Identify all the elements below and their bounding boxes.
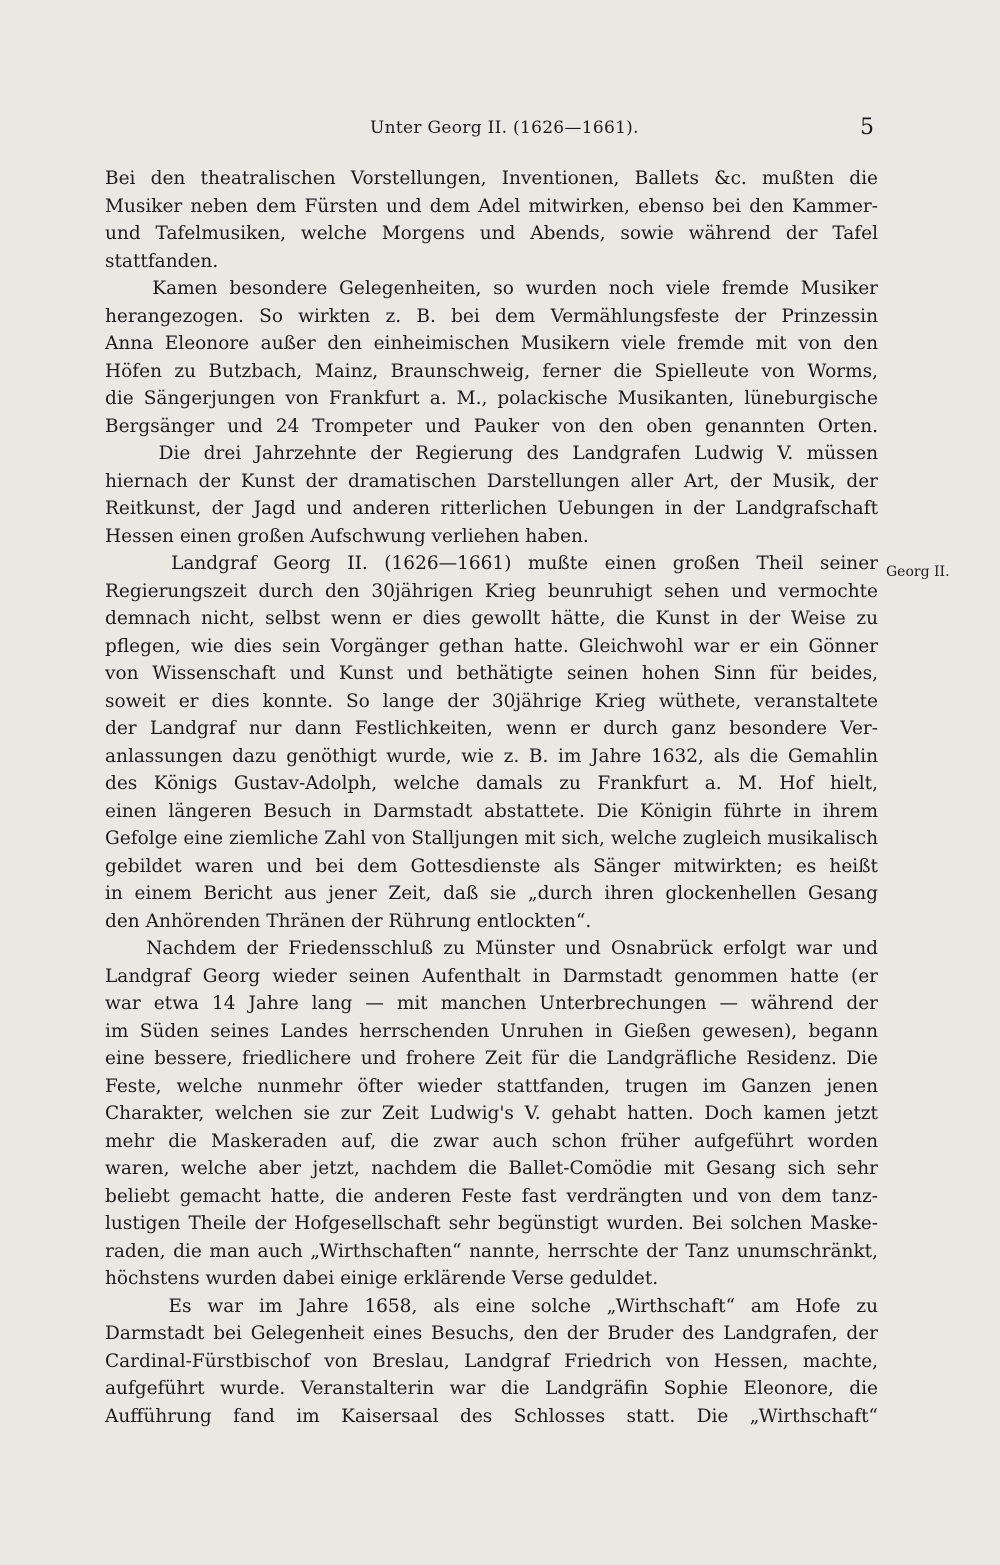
- text-line: des Königs Gustav-Adolph, welche damals zu Frankfurt a. M. Hof hielt,: [105, 773, 878, 794]
- text-line: Landgraf Georg II. (1626—1661) mußte einen großen Theil seiner: [105, 553, 878, 574]
- text-line: waren, welche aber jetzt, nachdem die Ballet-Comödie mit Gesang sich sehr: [105, 1158, 878, 1179]
- text-line: Cardinal-Fürstbischof von Breslau, Landgraf Friedrich von Hessen, machte,: [105, 1350, 878, 1372]
- text-line: Bergsänger und 24 Trompeter und Pauker von den oben genannten Orten.: [105, 415, 878, 437]
- text-line: beliebt gemacht hatte, die anderen Feste fast verdrängten und von dem tanz-: [105, 1185, 878, 1207]
- body-text: [105, 165, 878, 1430]
- text-line: mehr die Maskeraden auf, die zwar auch schon früher aufgeführt worden: [105, 1130, 878, 1152]
- text-line: eine bessere, friedlichere und frohere Zeit für die Landgräfliche Residenz. Die: [105, 1048, 878, 1069]
- text-line: soweit er dies konnte. So lange der 30jährige Krieg wüthete, veranstaltete: [105, 690, 878, 712]
- text-line: Charakter, welchen sie zur Zeit Ludwig's V. gehabt hatten. Doch kamen jetzt: [105, 1103, 878, 1124]
- text-line: lustigen Theile der Hofgesellschaft sehr begünstigt wurden. Bei solchen Maske-: [105, 1213, 878, 1234]
- page-number: 5: [860, 115, 874, 140]
- text-line: Darmstadt bei Gelegenheit eines Besuchs, den der Bruder des Landgrafen, der: [105, 1323, 878, 1344]
- text-line: Anna Eleonore außer den einheimischen Musikern viele fremde mit von den: [105, 333, 878, 354]
- text-line: Es war im Jahre 1658, als eine solche „Wirthschaft“ am Hofe zu: [105, 1295, 878, 1317]
- text-line: höchstens wurden dabei einige erklärende Verse geduldet.: [105, 1268, 659, 1289]
- text-line: der Landgraf nur dann Festlichkeiten, wenn er durch ganz besondere Ver-: [105, 718, 878, 739]
- text-line: Kamen besondere Gelegenheiten, so wurden noch viele fremde Musiker: [105, 278, 878, 299]
- text-line: die Sängerjungen von Frankfurt a. M., polackische Musikanten, lüneburgische: [105, 388, 878, 409]
- text-line: demnach nicht, selbst wenn er dies gewollt hätte, die Kunst in der Weise zu: [105, 608, 878, 629]
- text-line: und Tafelmusiken, welche Morgens und Abends, sowie während der Tafel: [105, 223, 878, 244]
- text-line: Landgraf Georg wieder seinen Aufenthalt in Darmstadt genommen hatte (er: [105, 965, 878, 987]
- text-line: stattfanden.: [105, 250, 219, 272]
- text-line: aufgeführt wurde. Veranstalterin war die Landgräfin Sophie Eleonore, die: [105, 1378, 878, 1399]
- text-line: Reitkunst, der Jagd und anderen ritterlichen Uebungen in der Landgrafschaft: [105, 498, 878, 519]
- text-line: einen längeren Besuch in Darmstadt abstattete. Die Königin führte in ihrem: [105, 800, 878, 822]
- text-line: raden, die man auch „Wirthschaften“ nannte, herrschte der Tanz unumschränkt,: [105, 1240, 878, 1262]
- text-line: Musiker neben dem Fürsten und dem Adel mitwirken, ebenso bei den Kammer-: [105, 195, 878, 217]
- text-line: Aufführung fand im Kaisersaal des Schlosses statt. Die „Wirthschaft“: [105, 1405, 878, 1427]
- text-line: den Anhörenden Thränen der Rührung entlockten“.: [105, 910, 592, 932]
- text-line: herangezogen. So wirkten z. B. bei dem Vermählungsfeste der Prinzessin: [105, 305, 878, 327]
- text-line: war etwa 14 Jahre lang — mit manchen Unterbrechungen — während der: [105, 993, 878, 1014]
- text-line: im Süden seines Landes herrschenden Unruhen in Gießen gewesen), begann: [105, 1020, 878, 1042]
- text-line: Nachdem der Friedensschluß zu Münster und Osnabrück erfolgt war und: [105, 938, 878, 959]
- text-line: Bei den theatralischen Vorstellungen, Inventionen, Ballets &c. mußten die: [105, 168, 878, 189]
- margin-note: Georg II.: [886, 564, 950, 580]
- text-line: Feste, welche nunmehr öfter wieder stattfanden, trugen im Ganzen jenen: [105, 1075, 878, 1097]
- text-line: Regierungszeit durch den 30jährigen Krieg beunruhigt sehen und vermochte: [105, 580, 878, 602]
- text-line: pflegen, wie dies sein Vorgänger gethan hatte. Gleichwohl war er ein Gönner: [105, 635, 878, 657]
- text-line: in einem Bericht aus jener Zeit, daß sie „durch ihren glockenhellen Gesang: [105, 883, 878, 904]
- text-line: Die drei Jahrzehnte der Regierung des Landgrafen Ludwig V. müssen: [105, 443, 878, 464]
- text-line: Hessen einen großen Aufschwung verliehen haben.: [105, 525, 589, 547]
- text-line: gebildet waren und bei dem Gottesdienste als Sänger mitwirkten; es heißt: [105, 855, 878, 877]
- text-line: hiernach der Kunst der dramatischen Darstellungen aller Art, der Musik, der: [105, 470, 878, 492]
- text-line: anlassungen dazu genöthigt wurde, wie z. B. im Jahre 1632, als die Gemahlin: [105, 745, 878, 767]
- running-title: Unter Georg II. (1626—1661).: [370, 118, 639, 138]
- text-line: Höfen zu Butzbach, Mainz, Braunschweig, ferner die Spielleute von Worms,: [105, 360, 878, 382]
- text-line: Gefolge eine ziemliche Zahl von Stalljungen mit sich, welche zugleich musikalisch: [105, 828, 878, 849]
- text-line: von Wissenschaft und Kunst und bethätigte seinen hohen Sinn für beides,: [105, 663, 878, 684]
